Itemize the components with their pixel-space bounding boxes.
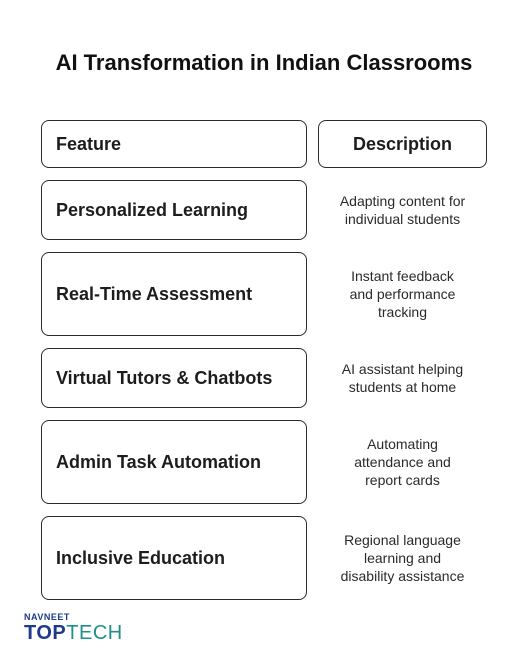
description-line: Automating — [367, 436, 438, 452]
feature-label: Admin Task Automation — [56, 451, 262, 472]
feature-label: Personalized Learning — [56, 199, 249, 220]
feature-header-label: Feature — [56, 133, 122, 154]
logo-top-text: NAVNEET — [24, 612, 70, 622]
description-header — [318, 120, 487, 168]
description-admin-task-automation — [318, 435, 487, 489]
feature-header — [41, 120, 307, 168]
description-line: AI assistant helping — [341, 361, 464, 377]
description-line: report cards — [365, 472, 440, 488]
description-header-label: Description — [352, 133, 453, 154]
description-line: and performance — [349, 286, 456, 302]
navneet-toptech-logo — [24, 612, 123, 644]
description-line: individual students — [344, 211, 461, 227]
feature-label: Inclusive Education — [56, 547, 226, 568]
feature-box-inclusive-education — [41, 516, 307, 600]
feature-label: Real-Time Assessment — [56, 283, 253, 304]
description-line: disability assistance — [340, 568, 465, 584]
description-line: tracking — [377, 304, 428, 320]
feature-box-real-time-assessment — [41, 252, 307, 336]
feature-box-personalized-learning — [41, 180, 307, 240]
feature-box-admin-task-automation — [41, 420, 307, 504]
description-inclusive-education — [318, 531, 487, 585]
description-line: Adapting content for — [339, 193, 466, 209]
feature-label: Virtual Tutors & Chatbots — [56, 367, 273, 388]
logo-bottom-text — [24, 622, 123, 644]
description-personalized-learning — [318, 192, 487, 228]
description-virtual-tutors — [318, 360, 487, 396]
description-line: students at home — [348, 379, 457, 395]
description-line: Regional language — [344, 532, 461, 548]
description-line: attendance and — [354, 454, 451, 470]
logo-tech-part: TECH — [66, 622, 123, 644]
description-real-time-assessment — [318, 267, 487, 321]
logo-top-part: TOP — [24, 622, 67, 644]
description-line: learning and — [363, 550, 442, 566]
feature-box-virtual-tutors — [41, 348, 307, 408]
page-title: AI Transformation in Indian Classrooms — [55, 50, 473, 75]
description-line: Instant feedback — [351, 268, 454, 284]
